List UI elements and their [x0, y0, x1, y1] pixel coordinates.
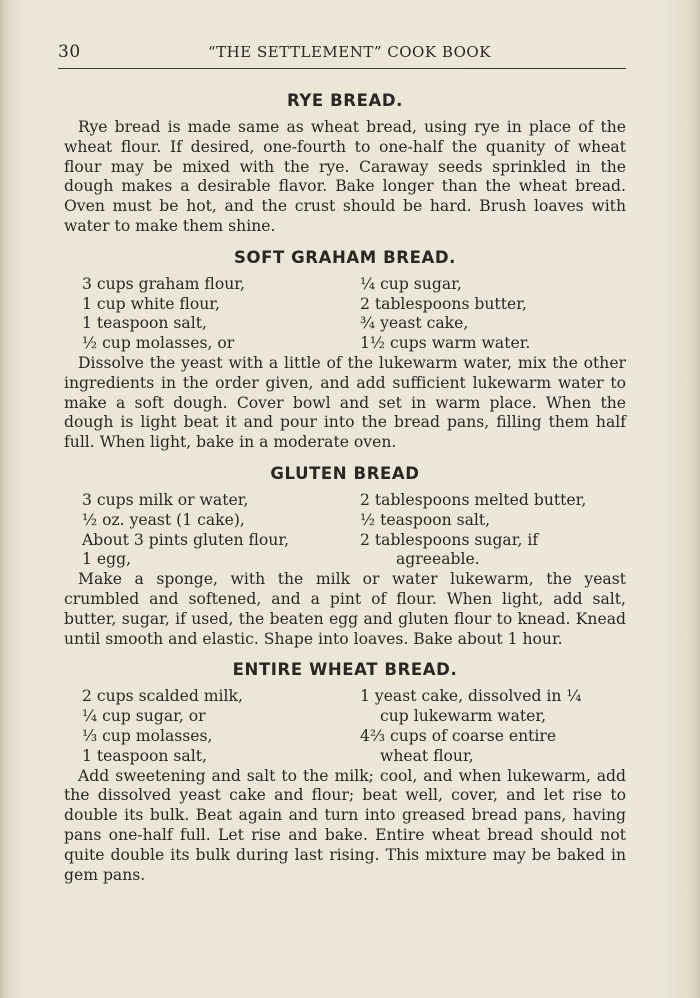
recipe-title: RYE BREAD.: [286, 91, 404, 110]
ingredient: 3 cups graham flour,: [82, 274, 245, 293]
ingredient: 2 tablespoons sugar, if: [360, 530, 539, 549]
recipe-title: SOFT GRAHAM BREAD.: [233, 247, 457, 267]
ingredient: agreeable.: [396, 550, 480, 569]
ingredient: ¼ cup sugar, or: [82, 707, 206, 726]
ingredient: About 3 pints gluten flour,: [82, 530, 290, 549]
ingredient: cup lukewarm water,: [380, 707, 547, 726]
running-header: [58, 42, 626, 62]
running-title: “THE SETTLEMENT” COOK BOOK: [208, 43, 491, 61]
ingredient: ½ teaspoon salt,: [360, 510, 491, 529]
header-rule: [58, 68, 626, 69]
ingredient: 3 cups milk or water,: [82, 490, 249, 509]
ingredient: 1 egg,: [82, 550, 132, 569]
ingredient: 1 teaspoon salt,: [82, 746, 207, 765]
ingredient: 1 cup white flour,: [82, 294, 220, 313]
recipe-soft-graham-bread: [64, 247, 626, 453]
recipe-rye-bread: [64, 90, 626, 237]
ingredient: 1½ cups warm water.: [360, 334, 531, 353]
ingredient: 1 teaspoon salt,: [82, 314, 207, 333]
recipe-text: Dissolve the yeast with a little of the lukewarm water, mix the other ingredients in the order given, and add sufficient lukewarm water to make a soft dough. Cover bowl and set in warm place. When the dough is light beat it and pour into the bread pans, filling them half full. When light, bake in a moderate oven.: [64, 353, 626, 452]
ingredient: ⅓ cup molasses,: [82, 726, 213, 745]
recipe-gluten-bread: [64, 463, 626, 649]
recipe-title: GLUTEN BREAD: [270, 463, 420, 483]
ingredient: 2 tablespoons butter,: [360, 294, 527, 313]
recipe-text: Add sweetening and salt to the milk; cool, and when lukewarm, add the dissolved yeast cake and flour; beat well, cover, and let rise to double its bulk. Beat again and turn into greased bread pans, having pans one-half full. Let rise and bake. Entire wheat bread should not quite double its bulk during last rising. This mixture may be baked in gem pans.: [64, 766, 626, 884]
recipe-text: Make a sponge, with the milk or water lukewarm, the yeast crumbled and softened, and a pint of flour. When light, add salt, butter, sugar, if used, the beaten egg and gluten flour to knead. Knead until smooth and elastic. Shape into loaves. Bake about 1 hour.: [64, 570, 626, 648]
page-number: 30: [58, 42, 81, 62]
recipe-title: ENTIRE WHEAT BREAD.: [232, 660, 458, 680]
ingredient-list: [64, 275, 626, 354]
ingredient: ½ oz. yeast (1 cake),: [82, 510, 245, 529]
page-content: [64, 90, 626, 895]
recipe-text: Rye bread is made same as wheat bread, using rye in place of the wheat flour. If desired, one-fourth to one-half the quanity of wheat flour may be mixed with the rye. Caraway seeds sprinkled in the dough makes a desirable flavor. Bake longer than the wheat bread. Oven must be hot, and the crust should be hard. Brush loaves with water to make them shine.: [64, 118, 626, 235]
recipe-entire-wheat-bread: [64, 659, 626, 885]
ingredient: 4⅔ cups of coarse entire: [360, 726, 557, 745]
ingredient: 1 yeast cake, dissolved in ¼: [360, 687, 582, 706]
ingredient: 2 cups scalded milk,: [82, 687, 243, 706]
ingredient: 2 tablespoons melted butter,: [360, 490, 587, 509]
ingredient: ½ cup molasses, or: [82, 334, 235, 353]
ingredient-list: [64, 491, 626, 570]
ingredient: ¾ yeast cake,: [360, 314, 469, 333]
ingredient-list: [64, 687, 626, 766]
ingredient: wheat flour,: [380, 746, 474, 765]
ingredient: ¼ cup sugar,: [360, 274, 462, 293]
